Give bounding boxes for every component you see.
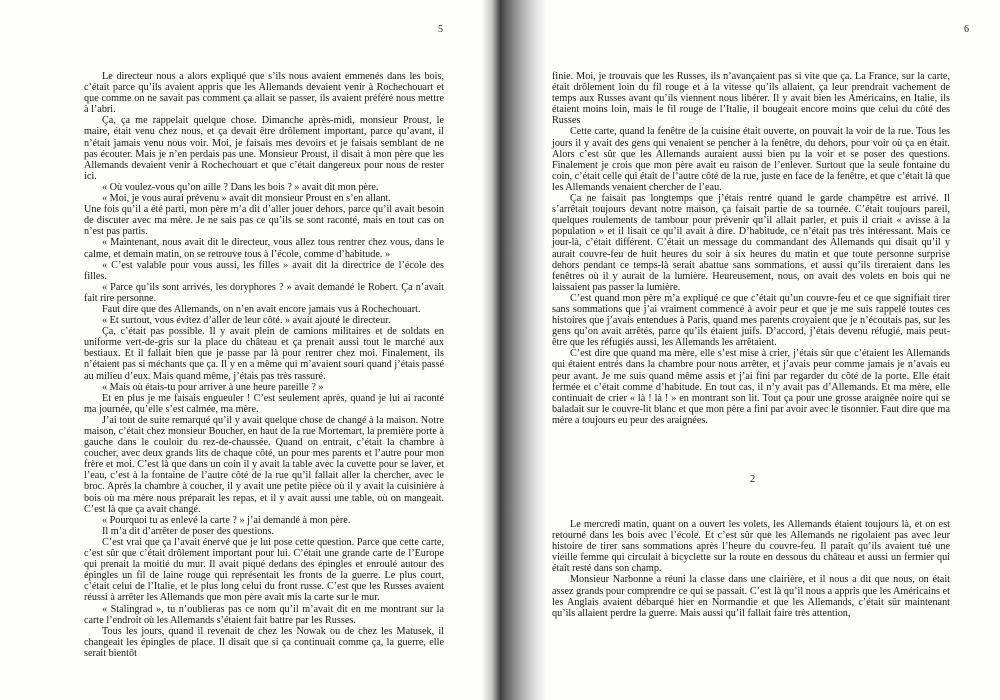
paragraph: Ça ne faisait pas longtemps que j’étais rentré quand le garde champêtre est arrivé. Il s’arrêtait toujours devant notre maison, ça faisait partie de sa tournée. C’était toujours pareil, quelques roulements de tambour pour prévenir qu’il allait parler, et puis il criait « avisse à la population » et il lisait ce qu’il avait à dire. D’habitude, ce n’était pas très intéressant. Mais ce jour-là, c’était différent. C’était un message du commandant des Allemands qui disait qu’il y aurait couvre-feu de huit heures du soir à six heures du matin et que toute personne surprise dehors pendant ce temps-là serait abattue sans sommations, et aussi qu’ils tireraient dans les fenêtres où il y aurait de la lumière. Heureusement, nous, on avait des volets en bois qui ne laissaient pas passer la lumière. — [552, 193, 950, 293]
paragraph: « Stalingrad », tu n’oublieras pas ce nom qu’il m’avait dit en me montrant sur la carte l’endroit où les Allemands s’étaient fait battre par les Russes. — [84, 603, 444, 626]
chapter-number: 2 — [750, 474, 756, 485]
paragraph: « Moi, je vous aurai prévenu » avait dit monsieur Proust en s’en allant. — [102, 193, 391, 205]
paragraph: Cette carte, quand la fenêtre de la cuisine était ouverte, on pouvait la voir de la rue. Tous les jours il y avait des gens qui venaient se pencher à la fenêtre, du dehors, pour voir où ça en était. Alors c’est sûr que les Allemands auraient aussi bien pu la voir et se poser des questions. Finalement je crois que mon père avait eu raison de l’enlever. Surtout que la seule fontaine du coin, c’était celle qui était de l’autre côté de la rue, juste en face de la fenêtre, et que c’était là que les Allemands venaient chercher de l’eau. — [552, 126, 950, 193]
right-page-text — [552, 71, 950, 426]
paragraph: « Maintenant, nous avait dit le directeur, vous allez tous rentrer chez vous, dans le calme, et demain matin, on se retrouve tous à l’école, comme d’habitude. » — [84, 237, 444, 260]
gutter-shadow — [482, 0, 500, 700]
paragraph: finie. Moi, je trouvais que les Russes, ils n’avançaient pas si vite que ça. La France, sur la carte, était drôlement loin du fil rouge et à la vitesse qu’ils allaient, ça leur prendrait vachement de temps aux Russes avant qu’ils viennent nous libérer. Il y avait bien les Américains, en Italie, ils étaient moins loin, mais le fil rouge de l’Italie, il bougeait encore moins que celui du côté des Russes — [552, 71, 950, 127]
paragraph: Le mercredi matin, quant on a ouvert les volets, les Allemands étaient toujours là, et on est retourné dans les bois avec l’école. Et c’est sûr que les Allemands ne rigolaient pas avec leur histoire de tirer sans sommations après l’heure du couvre-feu. Il paraît qu’ils avaient tué une vieille femme qui circulait à bicyclette sur la route en dessous du château et aussi un fermier qui était resté dans son champ. — [552, 519, 950, 575]
paragraph: Ça, ça me rappelait quelque chose. Dimanche après-midi, monsieur Proust, le maire, était venu chez nous, et ça devait être drôlement important, parce qu’avant, il n’était jamais venu nous voir. Moi, je faisais mes devoirs et je faisais semblant de ne pas écouter. Mais je n’en perdais pas une. Monsieur Proust, il disait à mon père que les Allemands devaient venir à Rochechouart et que c’était dangereux pour nous de rester ici. — [84, 115, 444, 182]
paragraph: « Où voulez-vous qu’on aille ? Dans les bois ? » avait dit mon père. — [102, 181, 379, 193]
gutter-shadow — [500, 0, 546, 700]
paragraph: « Mais où étais-tu pour arriver à une heure pareille ? » — [102, 381, 324, 393]
paragraph: C’est dire que quand ma mère, elle s’est mise à crier, j’étais sûr que c’étaient les Allemands qui étaient entrés dans la chambre pour nous arrêter, et j’avais peur comme jamais je n’avais eu peur avant. Je me suis quand même assis et j’ai fini par regarder du côté de la porte. Elle était fermée et c’était comme d’habitude. En tout cas, il n’y avait pas d’Allemands. Et ma mère, elle continuait de crier « là ! là ! » en montrant son lit. Tout ça pour une grosse araignée noire qui se baladait sur le couvre-lit blanc et que mon père a fini par avoir avec le tisonnier. Faut dire que ma mère a toujours eu peur des araignées. — [552, 348, 950, 426]
paragraph: Et en plus je me faisais engueuler ! C’est seulement après, quand je lui ai raconté ma journée, qu’elle s’est calmée, ma mère. — [84, 392, 444, 415]
page-number: 6 — [964, 24, 969, 35]
paragraph: « C’est valable pour vous aussi, les filles » avait dit la directrice de l’école des filles. — [84, 259, 444, 282]
page-number: 5 — [438, 24, 443, 35]
paragraph: « Et surtout, vous évitez d’aller de leur côté. » avait ajouté le directeur. — [102, 315, 391, 327]
paragraph: Il m’a dit d’arrêter de poser des questions. — [102, 525, 274, 537]
paragraph: Faut dire que des Allemands, on n’en avait encore jamais vus à Rochechouart. — [102, 303, 421, 315]
paragraph: J’ai tout de suite remarqué qu’il y avait quelque chose de changé à la maison. Notre maison, c’était chez monsieur Boucher, en haut de la rue Mortemart, la première porte à gauche dans le couloir du rez-de-chaussée. Quand on entrait, c’était la chambre à coucher, avec deux grands lits de chaque côté, un pour mes parents et l’autre pour mon frère et moi. C’est là que dans un coin il y avait la table avec la cuvette pour se laver, et l’eau, c’est à la fontaine de l’autre côté de la rue qu’il fallait aller la chercher, avec le broc. Après la chambre à coucher, il y avait une petite pièce où il y avait la cuisinière à bois où ma mère nous préparait les repas, et il y avait aussi une table, où on mangeait. C’est là que ça avait changé. — [84, 414, 444, 515]
paragraph: C’est quand mon père m’a expliqué ce que c’était qu’un couvre-feu et ce que signifiait tirer sans sommations que j’ai vraiment commencé à avoir peur et que je me suis rappelé toutes ces histoires que j’avais entendues à Paris, quand mes parents croyaient que je n’écoutais pas, sur les gens qu’on avait arrêtés, parce qu’ils étaient juifs. D’accord, j’étais devenu réfugié, mais peut-être que les réfugiés aussi, les Allemands les arrêtaient. — [552, 292, 950, 349]
paragraph: Le directeur nous a alors expliqué que s’ils nous avaient emmenés dans les bois, c’était parce qu’ils avaient appris que les Allemands devaient venir à Rochechouart et que comme on ne savait pas comment ça allait se passer, ils avaient préféré nous mettre à l’abri. — [84, 71, 444, 116]
paragraph: Monsieur Narbonne a réuni la classe dans une clairière, et il nous a dit que nous, on était assez grands pour comprendre ce qui se passait. C’est là qu’il nous a appris que les Américains et les Anglais avaient débarqué hier en Normandie et que les Allemands, c’était sûr maintenant qu’ils allaient perdre la guerre. Mais aussi qu’il fallait faire très attention, — [552, 574, 950, 619]
left-page-text — [84, 71, 444, 659]
paragraph: « Pourquoi tu as enlevé la carte ? » j’ai demandé à mon père. — [102, 514, 351, 526]
paragraph: Ça, c’était pas possible. Il y avait plein de camions militaires et de soldats en uniforme vert-de-gris sur la place du château et ça prenait aussi tout le marché aux bestiaux. Et il fallait bien que je passe par là pour rentrer chez moi. Finalement, ils n’étaient pas si méchants que ça. Il y en a même qui m’avaient souri quand j’étais passé au milieu d’eux. Mais quand même, j’étais pas très rassuré. — [84, 326, 444, 382]
paragraph: Tous les jours, quand il revenait de chez les Nowak ou de chez les Matusek, il changeait les épingles de place. Il disait que si ça continuait comme ça, la guerre, elle serait bientôt — [84, 625, 444, 659]
paragraph: C’est vrai que ça l’avait énervé que je lui pose cette question. Parce que cette carte, c’est sûr que c’était drôlement important pour lui. C’était une grande carte de l’Europe qui prenait la moitié du mur. Il avait piqué dedans des épingles et enroulé autour des épingles un fil de laine rouge qui représentait les fronts de la guerre. Le plus court, c’était celui de l’Italie, et le plus long celui du front russe. C’est que les Russes avaient réussi à arrêter les Allemands que mon père avait mis la carte sur le mur. — [84, 536, 444, 604]
paragraph: « Parce qu’ils sont arrivés, les doryphores ? » avait demandé le Robert. Ça n’avait fait rire personne. — [84, 281, 444, 304]
right-page — [500, 0, 1000, 700]
paragraph: Une fois qu’il a été parti, mon père m’a dit d’aller jouer dehors, parce qu’il avait besoin de discuter avec ma mère. Je ne sais pas ce qu’ils se sont raconté, mais en tout cas on n’est pas partis. — [84, 204, 444, 238]
chapter-text — [552, 519, 950, 619]
